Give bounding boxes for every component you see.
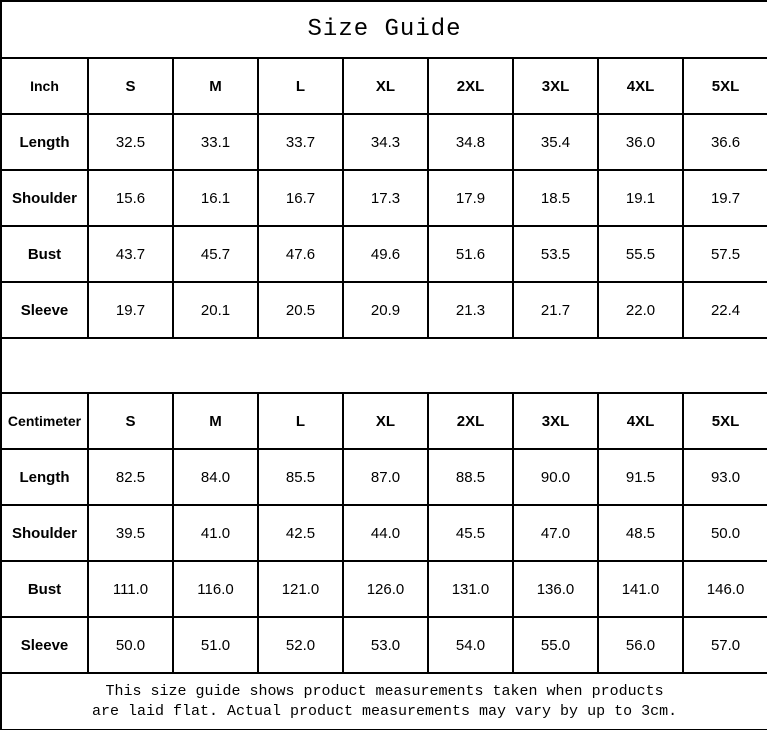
measurement-value: 21.7: [513, 282, 598, 338]
measurement-value: 49.6: [343, 226, 428, 282]
size-col-header-xl: XL: [343, 393, 428, 449]
measurement-value: 20.1: [173, 282, 258, 338]
measurement-value: 36.6: [683, 114, 767, 170]
measurement-value: 50.0: [88, 617, 173, 673]
measurement-value: 15.6: [88, 170, 173, 226]
row-label-sleeve: Sleeve: [1, 282, 88, 338]
row-label-shoulder: Shoulder: [1, 505, 88, 561]
measurement-row-shoulder: [1, 505, 767, 561]
row-label-length: Length: [1, 449, 88, 505]
measurement-value: 19.7: [88, 282, 173, 338]
measurement-value: 146.0: [683, 561, 767, 617]
page-title: Size Guide: [1, 1, 767, 58]
measurement-value: 116.0: [173, 561, 258, 617]
measurement-value: 88.5: [428, 449, 513, 505]
row-label-length: Length: [1, 114, 88, 170]
measurement-value: 17.9: [428, 170, 513, 226]
measurement-value: 131.0: [428, 561, 513, 617]
size-col-header-l: L: [258, 393, 343, 449]
measurement-value: 126.0: [343, 561, 428, 617]
measurement-value: 111.0: [88, 561, 173, 617]
measurement-value: 53.5: [513, 226, 598, 282]
measurement-value: 47.0: [513, 505, 598, 561]
measurement-value: 22.4: [683, 282, 767, 338]
measurement-value: 35.4: [513, 114, 598, 170]
measurement-value: 91.5: [598, 449, 683, 505]
measurement-value: 141.0: [598, 561, 683, 617]
size-col-header-2xl: 2XL: [428, 58, 513, 114]
measurement-value: 34.3: [343, 114, 428, 170]
row-label-bust: Bust: [1, 561, 88, 617]
size-col-header-l: L: [258, 58, 343, 114]
footer-note-line1: This size guide shows product measurements taken when products: [105, 682, 664, 700]
measurement-row-bust: [1, 226, 767, 282]
measurement-value: 33.7: [258, 114, 343, 170]
measurement-row-bust: [1, 561, 767, 617]
measurement-value: 51.6: [428, 226, 513, 282]
measurement-value: 55.5: [598, 226, 683, 282]
measurement-value: 43.7: [88, 226, 173, 282]
size-header-row: [1, 393, 767, 449]
measurement-value: 45.7: [173, 226, 258, 282]
size-col-header-s: S: [88, 58, 173, 114]
measurement-value: 51.0: [173, 617, 258, 673]
measurement-value: 93.0: [683, 449, 767, 505]
measurement-value: 53.0: [343, 617, 428, 673]
measurement-value: 47.6: [258, 226, 343, 282]
measurement-value: 56.0: [598, 617, 683, 673]
size-col-header-3xl: 3XL: [513, 393, 598, 449]
spacer-cell: [1, 338, 767, 393]
measurement-value: 20.9: [343, 282, 428, 338]
measurement-row-shoulder: [1, 170, 767, 226]
measurement-value: 55.0: [513, 617, 598, 673]
measurement-row-sleeve: [1, 617, 767, 673]
size-col-header-4xl: 4XL: [598, 393, 683, 449]
measurement-value: 42.5: [258, 505, 343, 561]
size-col-header-5xl: 5XL: [683, 393, 767, 449]
measurement-value: 57.5: [683, 226, 767, 282]
measurement-value: 54.0: [428, 617, 513, 673]
measurement-value: 16.1: [173, 170, 258, 226]
footer-row: [1, 673, 767, 730]
row-label-bust: Bust: [1, 226, 88, 282]
footer-section: [1, 673, 767, 730]
measurement-value: 52.0: [258, 617, 343, 673]
measurement-value: 20.5: [258, 282, 343, 338]
size-col-header-s: S: [88, 393, 173, 449]
spacer-row: [1, 338, 767, 393]
measurement-value: 17.3: [343, 170, 428, 226]
measurement-value: 50.0: [683, 505, 767, 561]
measurement-value: 82.5: [88, 449, 173, 505]
centimeter-table-section: [1, 393, 767, 673]
size-col-header-m: M: [173, 393, 258, 449]
size-col-header-xl: XL: [343, 58, 428, 114]
measurement-row-sleeve: [1, 282, 767, 338]
title-row: [1, 1, 767, 58]
measurement-value: 19.7: [683, 170, 767, 226]
size-col-header-3xl: 3XL: [513, 58, 598, 114]
measurement-value: 84.0: [173, 449, 258, 505]
measurement-value: 136.0: [513, 561, 598, 617]
measurement-value: 87.0: [343, 449, 428, 505]
measurement-value: 21.3: [428, 282, 513, 338]
measurement-value: 39.5: [88, 505, 173, 561]
measurement-row-length: [1, 449, 767, 505]
measurement-value: 32.5: [88, 114, 173, 170]
measurement-value: 41.0: [173, 505, 258, 561]
footer-note: [1, 673, 767, 730]
measurement-value: 57.0: [683, 617, 767, 673]
size-col-header-5xl: 5XL: [683, 58, 767, 114]
measurement-value: 16.7: [258, 170, 343, 226]
measurement-row-length: [1, 114, 767, 170]
spacer-section: [1, 338, 767, 393]
measurement-value: 22.0: [598, 282, 683, 338]
size-header-row: [1, 58, 767, 114]
row-label-sleeve: Sleeve: [1, 617, 88, 673]
measurement-value: 44.0: [343, 505, 428, 561]
measurement-value: 36.0: [598, 114, 683, 170]
measurement-value: 45.5: [428, 505, 513, 561]
measurement-value: 33.1: [173, 114, 258, 170]
row-label-shoulder: Shoulder: [1, 170, 88, 226]
measurement-value: 85.5: [258, 449, 343, 505]
size-col-header-2xl: 2XL: [428, 393, 513, 449]
size-col-header-4xl: 4XL: [598, 58, 683, 114]
measurement-value: 18.5: [513, 170, 598, 226]
measurement-value: 121.0: [258, 561, 343, 617]
unit-label-centimeter: Centimeter: [1, 393, 88, 449]
title-section: [1, 1, 767, 58]
size-col-header-m: M: [173, 58, 258, 114]
measurement-value: 48.5: [598, 505, 683, 561]
footer-note-line2: are laid flat. Actual product measurements may vary by up to 3cm.: [91, 702, 678, 720]
measurement-value: 19.1: [598, 170, 683, 226]
measurement-value: 90.0: [513, 449, 598, 505]
unit-label-inch: Inch: [1, 58, 88, 114]
inch-table-section: [1, 58, 767, 338]
measurement-value: 34.8: [428, 114, 513, 170]
